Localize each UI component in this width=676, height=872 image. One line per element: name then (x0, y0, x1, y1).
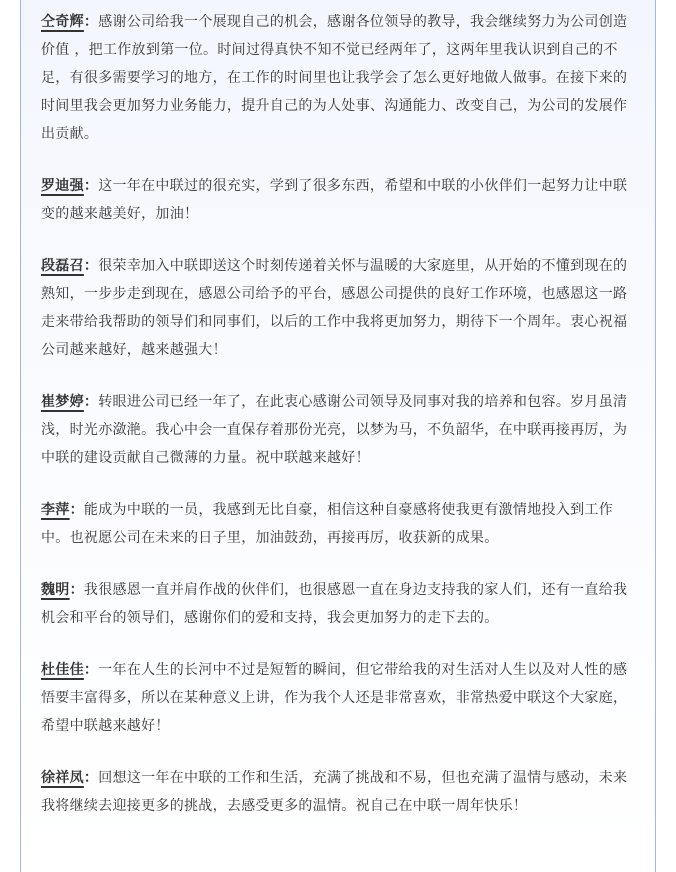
testimonial-text: 能成为中联的一员，我感到无比自豪，相信这种自豪感将使我更有激情地投入到工作中。也祝愿公司在未来的日子里，加油鼓劲，再接再厉，收获新的成果。 (41, 502, 614, 546)
name-separator: ： (83, 394, 99, 410)
testimonial-entry (41, 764, 641, 820)
name-separator: ： (83, 662, 99, 678)
testimonial-entry (41, 388, 641, 472)
testimonial-text: 一年在人生的长河中不过是短暂的瞬间，但它带给我的对生活对人生以及对人性的感悟要丰富得多，所以在某种意义上讲，作为我个人还是非常喜欢，非常热爱中联这个大家庭，希望中联越来越好！ (41, 662, 628, 734)
testimonial-text: 这一年在中联过的很充实，学到了很多东西，希望和中联的小伙伴们一起努力让中联变的越来越美好，加油！ (41, 178, 628, 222)
testimonial-entry (41, 252, 641, 364)
author-name: 徐祥凤 (41, 770, 84, 786)
testimonial-entry (41, 496, 641, 552)
name-separator: ： (69, 502, 84, 518)
author-name: 段磊召 (41, 258, 84, 274)
testimonial-text: 很荣幸加入中联即送这个时刻传递着关怀与温暖的大家庭里，从开始的不懂到现在的熟知，一步步走到现在，感恩公司给予的平台，感恩公司提供的良好工作环境，也感恩这一路走来带给我帮助的领导们和同事们，以后的工作中我将更加努力，期待下一个周年。衷心祝福公司越来越好，越来越强大！ (41, 258, 628, 358)
testimonial-entry (41, 656, 641, 740)
author-name: 仝奇辉 (41, 14, 84, 30)
testimonial-text: 我很感恩一直并肩作战的伙伴们，也很感恩一直在身边支持我的家人们，还有一直给我机会和平台的领导们，感谢你们的爱和支持，我会更加努力的走下去的。 (41, 582, 628, 626)
name-separator: ： (83, 770, 99, 786)
testimonial-text: 感谢公司给我一个展现自己的机会，感谢各位领导的教导，我会继续努力为公司创造价值 ，把工作放到第一位。时间过得真快不知不觉已经两年了，这两年里我认识到自己的不足，有很多需要学习的地方，在工作的时间里也让我学会了怎么更好地做人做事。在接下来的时间里我会更加努力业务能力，提升自己的为人处事、沟通能力、改变自己，为公司的发展作出贡献。 (41, 14, 628, 142)
author-name: 魏明 (41, 582, 70, 598)
testimonial-entry (41, 8, 641, 148)
content-frame (20, 0, 656, 872)
author-name: 崔梦婷 (41, 394, 84, 410)
name-separator: ： (83, 258, 99, 274)
testimonial-entry (41, 172, 641, 228)
testimonial-text: 转眼进公司已经一年了，在此衷心感谢公司领导及同事对我的培养和包容。岁月虽清浅，时光亦潋滟。我心中会一直保存着那份光亮，以梦为马，不负韶华，在中联再接再厉，为中联的建设贡献自己微薄的力量。祝中联越来越好！ (41, 394, 628, 466)
name-separator: ： (83, 178, 99, 194)
author-name: 杜佳佳 (41, 662, 84, 678)
testimonial-entry (41, 576, 641, 632)
name-separator: ： (83, 14, 99, 30)
testimonial-list (21, 0, 641, 820)
author-name: 罗迪强 (41, 178, 84, 194)
name-separator: ： (69, 582, 84, 598)
testimonial-text: 回想这一年在中联的工作和生活，充满了挑战和不易，但也充满了温情与感动，未来我将继续去迎接更多的挑战，去感受更多的温情。祝自己在中联一周年快乐！ (41, 770, 628, 814)
author-name: 李萍 (41, 502, 70, 518)
